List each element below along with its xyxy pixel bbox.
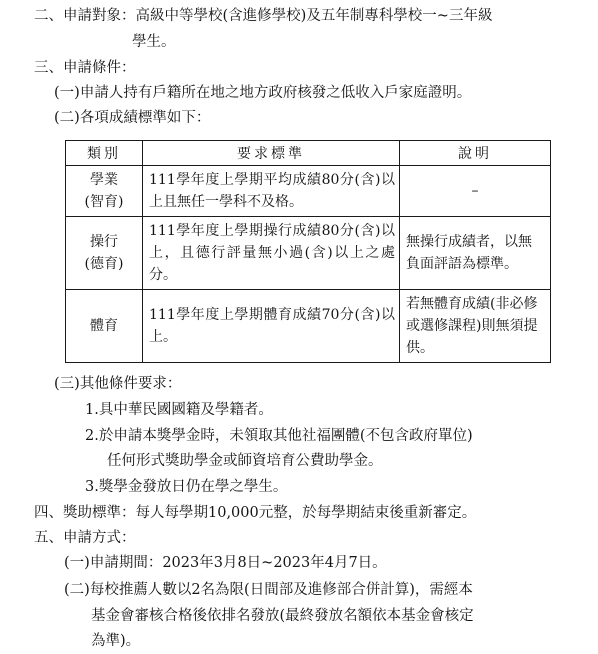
row-note: 無操行成績者，以無負面評語為標準。	[400, 217, 551, 290]
section3-item1: (一)申請人持有戶籍所在地之地方政府核發之低收入戶家庭證明。	[54, 85, 472, 101]
other-condition-2-line2: 任何形式獎助學金或師資培育公費助學金。	[107, 453, 383, 469]
section2-heading: 二、申請對象：	[34, 8, 136, 24]
section5-item2-line3: 為準)。	[91, 633, 141, 649]
category-name: 學業	[90, 172, 118, 188]
section4-line	[34, 503, 476, 523]
section2-text-line1: 高級中等學校(含進修學校)及五年制專科學校一~三年級	[135, 8, 493, 24]
category-name: 操行	[90, 234, 118, 250]
table-row	[66, 290, 551, 363]
section4-heading: 四、獎助標準：	[34, 505, 136, 521]
grade-requirements-table	[65, 140, 551, 363]
other-condition-3: 3.獎學金發放日仍在學之學生。	[85, 479, 288, 495]
section3-item2: (二)各項成績標準如下：	[54, 110, 211, 126]
section5-item2-line2: 基金會審核合格後依排名發放(最終發放名額依本基金會核定	[91, 608, 474, 624]
row-note: 若無體育成績(非必修或選修課程)則無須提供。	[400, 290, 551, 363]
table-row	[66, 217, 551, 290]
section3-heading: 三、申請條件：	[34, 60, 136, 76]
table-row	[66, 166, 551, 217]
section5-heading: 五、申請方式：	[34, 530, 136, 546]
category-name: 體育	[90, 318, 118, 334]
header-category: 類別	[66, 141, 143, 166]
category-sub: (德育)	[84, 256, 124, 272]
section2-text-line2: 學生。	[132, 34, 176, 50]
other-condition-2-line1: 2.於申請本獎學金時，未領取其他社福團體(不包含政府單位)	[85, 428, 473, 444]
row-category	[66, 166, 143, 217]
header-standard: 要求標準	[143, 141, 400, 166]
row-note: –	[400, 166, 551, 217]
row-standard: 111學年度上學期體育成績70分(含)以上。	[143, 290, 400, 363]
section2-line1	[34, 6, 492, 26]
header-note: 說明	[400, 141, 551, 166]
section4-text: 每人每學期10,000元整，於每學期結束後重新審定。	[135, 505, 477, 521]
category-sub: (智育)	[84, 194, 124, 210]
other-condition-1: 1.具中華民國國籍及學籍者。	[85, 402, 273, 418]
row-standard: 111學年度上學期操行成績80分(含)以上，且德行評量無小過(含)以上之處分。	[143, 217, 400, 290]
row-category	[66, 217, 143, 290]
table-header-row	[66, 141, 551, 166]
row-standard: 111學年度上學期平均成績80分(含)以上且無任一學科不及格。	[143, 166, 400, 217]
row-category	[66, 290, 143, 363]
section5-item2-line1: (二)每校推薦人數以2名為限(日間部及進修部合併計算)，需經本	[64, 582, 473, 598]
section3-item3: (三)其他條件要求：	[54, 376, 182, 392]
section5-item1: (一)申請期間：2023年3月8日~2023年4月7日。	[64, 555, 387, 571]
